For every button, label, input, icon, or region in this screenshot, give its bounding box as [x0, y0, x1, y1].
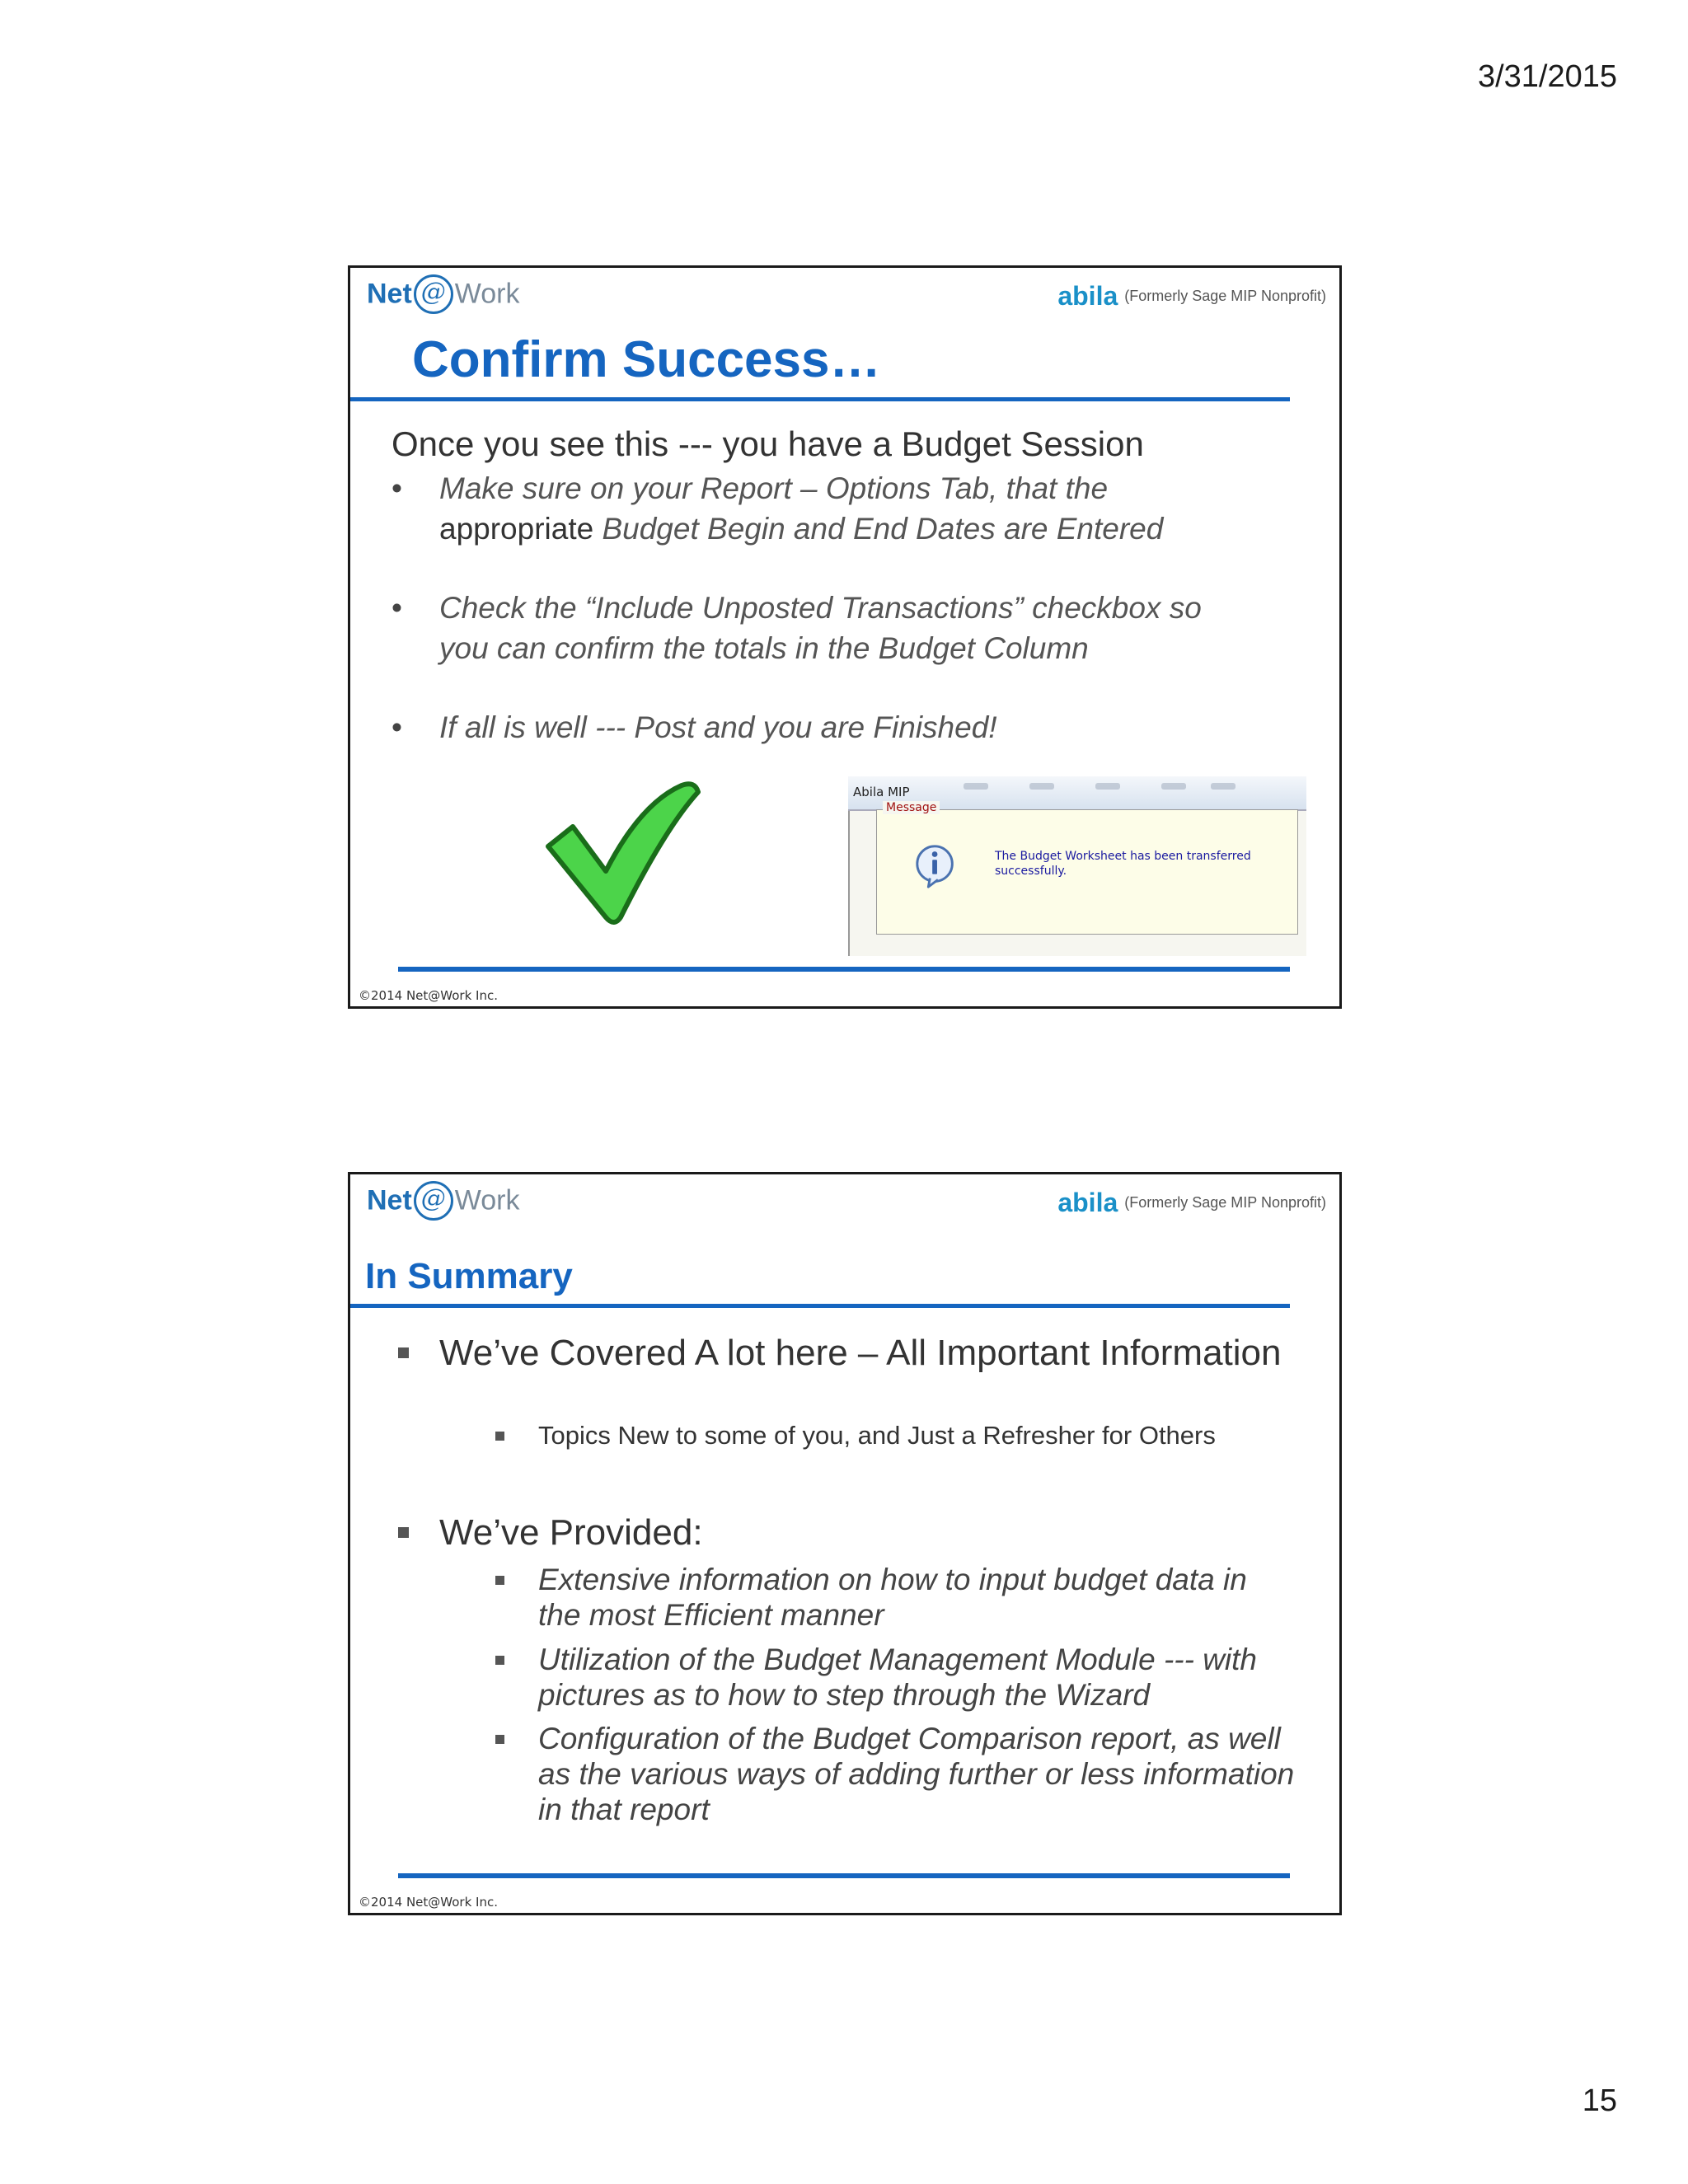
bullet-item — [392, 588, 1249, 668]
abila-wordmark: abila — [1057, 281, 1118, 311]
square-bullet-icon — [495, 1656, 504, 1665]
message-group-label: Message — [883, 801, 940, 814]
slide-title: Confirm Success… — [412, 331, 881, 388]
logo-at-symbol: @ — [414, 1181, 453, 1221]
page-date: 3/31/2015 — [1477, 59, 1617, 94]
title-divider — [350, 1304, 1290, 1308]
footer-divider — [398, 967, 1290, 972]
title-divider — [350, 397, 1290, 401]
logo-at-symbol: @ — [414, 274, 453, 314]
checkmark-icon — [542, 779, 706, 927]
bullet-text: Check the “Include Unposted Transactions” checkbox so you can confirm the totals in the Budget Column — [439, 591, 1202, 665]
summary-subitem — [398, 1642, 1296, 1713]
lead-text: Once you see this --- you have a Budget Session — [392, 424, 1144, 463]
logo-net-text: Net — [367, 278, 412, 310]
abila-logo — [1057, 281, 1326, 312]
bullet-item — [392, 707, 1249, 748]
summary-subitem — [398, 1562, 1296, 1633]
summary-item-text: We’ve Covered A lot here – All Important Information — [439, 1333, 1282, 1373]
summary-subitem — [398, 1721, 1296, 1827]
blurred-content — [964, 783, 988, 790]
summary-item-text: We’ve Provided: — [439, 1512, 703, 1553]
abila-logo — [1057, 1188, 1326, 1218]
bullet-marker: • — [392, 710, 402, 744]
square-bullet-icon — [495, 1576, 504, 1585]
summary-subitem — [398, 1422, 1296, 1450]
info-icon — [912, 842, 960, 890]
footer-divider — [398, 1873, 1290, 1878]
summary-item — [398, 1333, 1296, 1374]
square-bullet-icon — [398, 1347, 409, 1358]
netatwork-logo — [367, 274, 520, 314]
bullet-text: Make sure on your Report – Options Tab, that the — [439, 471, 1109, 505]
summary-subitem-text: Configuration of the Budget Comparison report, as well as the various ways of adding further or less information in that report — [538, 1722, 1295, 1826]
logo-net-text: Net — [367, 1184, 412, 1216]
logo-work-text: Work — [454, 1184, 520, 1216]
dialog-message: The Budget Worksheet has been transferred successfully. — [995, 850, 1251, 878]
bullet-text: Budget Begin and End Dates are Entered — [593, 512, 1164, 546]
blurred-content — [1029, 783, 1054, 790]
summary-subitem-text: Utilization of the Budget Management Module --- with pictures as to how to step through the Wizard — [538, 1643, 1257, 1712]
blurred-content — [1161, 783, 1186, 790]
success-dialog-screenshot — [848, 776, 1306, 956]
blurred-content — [1211, 783, 1236, 790]
summary-subitem-text: Topics New to some of you, and Just a Refresher for Others — [538, 1421, 1216, 1450]
bullet-marker: • — [392, 471, 402, 505]
bullet-emphasis: appropriate — [439, 512, 594, 546]
slide-in-summary — [348, 1172, 1342, 1915]
copyright-text: ©2014 Net@Work Inc. — [359, 1895, 498, 1910]
netatwork-logo — [367, 1181, 520, 1221]
blurred-content — [1095, 783, 1120, 790]
bullet-text: If all is well --- Post and you are Finished! — [439, 710, 997, 744]
square-bullet-icon — [495, 1735, 504, 1744]
bullet-marker: • — [392, 591, 402, 625]
square-bullet-icon — [398, 1527, 409, 1538]
slide-confirm-success — [348, 265, 1342, 1009]
logo-work-text: Work — [454, 278, 520, 310]
summary-subitem-text: Extensive information on how to input budget data in the most Efficient manner — [538, 1563, 1247, 1632]
copyright-text: ©2014 Net@Work Inc. — [359, 988, 498, 1003]
abila-note: (Formerly Sage MIP Nonprofit) — [1124, 1194, 1326, 1211]
abila-note: (Formerly Sage MIP Nonprofit) — [1124, 288, 1326, 304]
slide-title: In Summary — [365, 1256, 573, 1296]
abila-wordmark: abila — [1057, 1188, 1118, 1217]
bullet-item — [392, 468, 1249, 549]
dialog-title: Abila MIP — [853, 785, 910, 799]
summary-item — [398, 1512, 1296, 1554]
page-number: 15 — [1582, 2083, 1617, 2118]
square-bullet-icon — [495, 1432, 504, 1441]
